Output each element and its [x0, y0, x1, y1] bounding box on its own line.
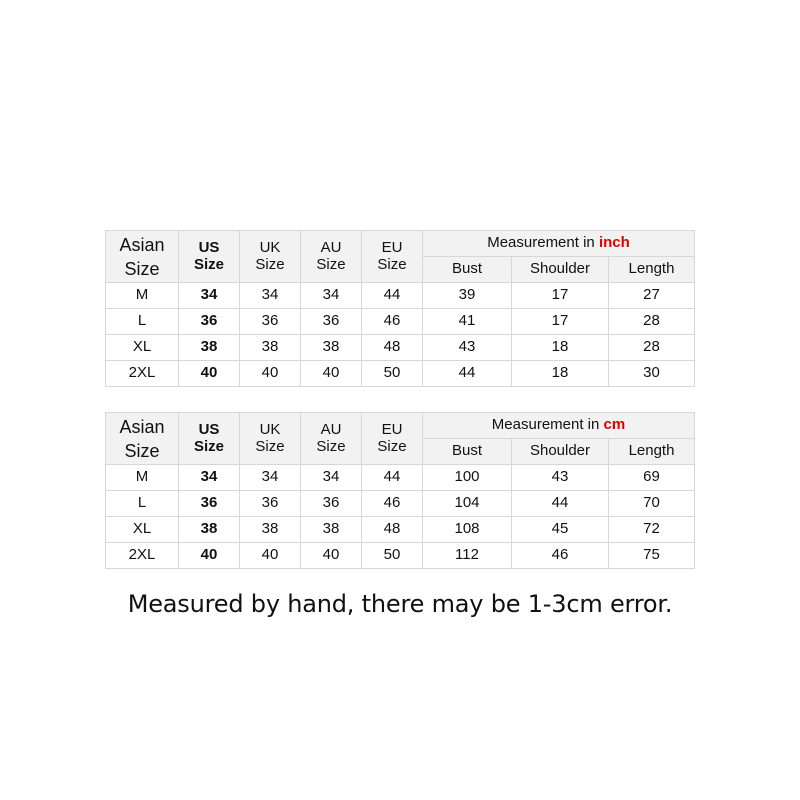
header-measurement-cm: Measurement in cm	[423, 413, 695, 439]
cell-bust: 104	[423, 491, 512, 517]
cell-us: 38	[179, 335, 240, 361]
cell-shoulder: 18	[512, 335, 609, 361]
cell-bust: 41	[423, 309, 512, 335]
table-row	[106, 335, 695, 361]
cell-eu: 50	[362, 543, 423, 569]
cell-uk: 38	[240, 335, 301, 361]
header-eu-size: EU Size	[362, 231, 423, 283]
header-shoulder: Shoulder	[512, 257, 609, 283]
header-measurement-inch: Measurement in inch	[423, 231, 695, 257]
cell-au: 36	[301, 309, 362, 335]
cell-length: 72	[609, 517, 695, 543]
header-bust: Bust	[423, 439, 512, 465]
header-au-size: AU Size	[301, 231, 362, 283]
cell-us: 36	[179, 309, 240, 335]
header-us-size: US Size	[179, 231, 240, 283]
unit-label: cm	[603, 416, 626, 434]
cell-eu: 44	[362, 283, 423, 309]
table-row	[106, 309, 695, 335]
cell-eu: 44	[362, 465, 423, 491]
cell-bust: 108	[423, 517, 512, 543]
cell-uk: 36	[240, 309, 301, 335]
size-chart-inch	[105, 230, 695, 387]
size-chart-cm	[105, 412, 695, 569]
cell-us: 34	[179, 465, 240, 491]
cell-eu: 48	[362, 517, 423, 543]
cell-length: 30	[609, 361, 695, 387]
header-uk-size: UK Size	[240, 413, 301, 465]
cell-us: 36	[179, 491, 240, 517]
table-row	[106, 543, 695, 569]
cell-us: 38	[179, 517, 240, 543]
cell-bust: 112	[423, 543, 512, 569]
measurement-note: Measured by hand, there may be 1-3cm error.	[127, 590, 673, 618]
cell-au: 34	[301, 283, 362, 309]
header-length: Length	[609, 439, 695, 465]
header-shoulder: Shoulder	[512, 439, 609, 465]
cell-asian: 2XL	[106, 543, 179, 569]
cell-length: 27	[609, 283, 695, 309]
table-row	[106, 491, 695, 517]
table-row	[106, 517, 695, 543]
cell-eu: 46	[362, 309, 423, 335]
cell-shoulder: 45	[512, 517, 609, 543]
cell-length: 28	[609, 309, 695, 335]
cell-asian: M	[106, 465, 179, 491]
cell-asian: L	[106, 491, 179, 517]
cell-shoulder: 46	[512, 543, 609, 569]
cell-asian: L	[106, 309, 179, 335]
cell-us: 40	[179, 361, 240, 387]
table-row	[106, 283, 695, 309]
cell-bust: 39	[423, 283, 512, 309]
cell-length: 70	[609, 491, 695, 517]
header-eu-size: EU Size	[362, 413, 423, 465]
cell-bust: 43	[423, 335, 512, 361]
cell-asian: M	[106, 283, 179, 309]
cell-uk: 34	[240, 465, 301, 491]
header-uk-size: UK Size	[240, 231, 301, 283]
cell-au: 34	[301, 465, 362, 491]
header-us-size: US Size	[179, 413, 240, 465]
cell-length: 28	[609, 335, 695, 361]
cell-length: 75	[609, 543, 695, 569]
header-asian-size: Asian Size	[106, 231, 179, 283]
cell-uk: 38	[240, 517, 301, 543]
cell-asian: 2XL	[106, 361, 179, 387]
cell-uk: 34	[240, 283, 301, 309]
cell-au: 36	[301, 491, 362, 517]
cell-us: 40	[179, 543, 240, 569]
header-bust: Bust	[423, 257, 512, 283]
cell-asian: XL	[106, 517, 179, 543]
table-row	[106, 465, 695, 491]
unit-label: inch	[598, 234, 630, 252]
cell-au: 38	[301, 517, 362, 543]
cell-shoulder: 43	[512, 465, 609, 491]
cell-uk: 36	[240, 491, 301, 517]
cell-eu: 48	[362, 335, 423, 361]
cell-shoulder: 17	[512, 283, 609, 309]
cell-bust: 100	[423, 465, 512, 491]
cell-length: 69	[609, 465, 695, 491]
cell-asian: XL	[106, 335, 179, 361]
cell-shoulder: 17	[512, 309, 609, 335]
header-asian-size: Asian Size	[106, 413, 179, 465]
header-length: Length	[609, 257, 695, 283]
cell-bust: 44	[423, 361, 512, 387]
table-row	[106, 361, 695, 387]
cell-au: 40	[301, 543, 362, 569]
header-au-size: AU Size	[301, 413, 362, 465]
cell-uk: 40	[240, 361, 301, 387]
cell-uk: 40	[240, 543, 301, 569]
cell-eu: 46	[362, 491, 423, 517]
cell-shoulder: 18	[512, 361, 609, 387]
cell-shoulder: 44	[512, 491, 609, 517]
cell-eu: 50	[362, 361, 423, 387]
cell-au: 40	[301, 361, 362, 387]
cell-us: 34	[179, 283, 240, 309]
cell-au: 38	[301, 335, 362, 361]
